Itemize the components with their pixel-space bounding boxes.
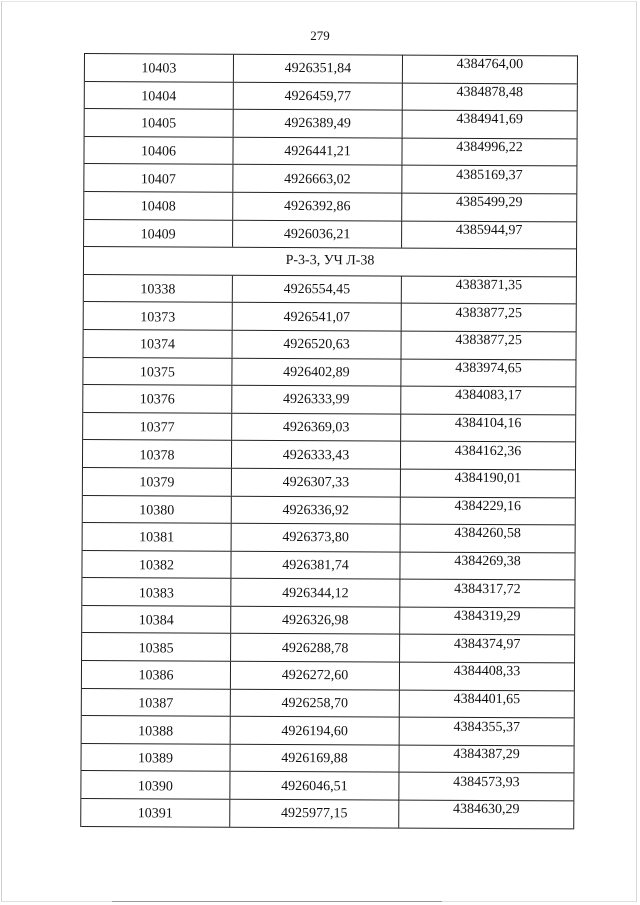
cell-text: 4926520,63 [283,337,350,353]
point-number-cell [85,109,234,136]
x-coordinate-cell [234,110,403,137]
section-header-row [84,247,576,277]
point-number-cell [81,799,230,826]
cell-text: 10403 [141,61,177,77]
cell-text: 10385 [138,641,174,657]
cell-text: 10378 [139,447,175,464]
y-coordinate-cell [401,414,575,441]
cell-text: 4384229,16 [454,498,522,514]
table-row [81,744,573,774]
point-number-cell [84,164,233,191]
cell-text: 10409 [140,227,176,243]
cell-text: 4926307,33 [282,475,350,491]
cell-text: 10381 [139,530,175,546]
table-row [81,799,573,829]
x-coordinate-cell [230,745,399,772]
cell-text: 10389 [138,751,174,767]
cell-text: 4384319,29 [453,608,521,625]
cell-text: 4926169,88 [281,751,348,767]
y-coordinate-cell [401,442,575,469]
cell-text: 4926036,21 [283,226,351,243]
table-row [85,82,577,112]
table-row [84,220,576,250]
cell-text: 4926402,89 [283,364,350,381]
y-coordinate-cell [402,221,576,248]
cell-text: 4926272,60 [281,668,349,684]
cell-text: 4384162,36 [454,443,522,459]
y-coordinate-cell [400,718,574,745]
cell-text: 4926333,99 [283,392,350,408]
x-coordinate-cell [233,165,402,192]
x-coordinate-cell [232,358,401,385]
point-number-cell [82,661,231,688]
cell-text: 10388 [138,723,174,739]
cell-text: 4926326,98 [281,613,349,629]
cell-text: 4384996,22 [456,139,523,156]
y-coordinate-cell [402,166,576,193]
point-number-cell [83,440,232,467]
table-row [82,633,574,663]
y-coordinate-cell [402,138,576,165]
coordinates-table [80,53,578,829]
x-coordinate-cell [232,413,401,440]
x-coordinate-cell [230,800,399,827]
x-coordinate-cell [231,607,400,634]
cell-text: 10382 [138,558,175,574]
x-coordinate-cell [231,662,400,689]
cell-text: 10407 [140,171,176,188]
x-coordinate-cell [234,55,403,82]
cell-text: 4384941,69 [456,112,523,128]
point-number-cell [83,495,232,522]
y-coordinate-cell [401,525,575,552]
table-row [82,578,574,608]
point-number-cell [82,578,231,605]
point-number-cell [83,385,232,412]
point-number-cell [83,413,232,440]
cell-text: 10377 [139,420,175,436]
point-number-cell [83,468,232,495]
y-coordinate-cell [403,83,577,110]
table-row [83,413,575,443]
x-coordinate-cell [233,220,402,247]
table-row [83,358,575,388]
cell-text: 4926663,02 [284,171,351,187]
table-row [84,192,576,222]
cell-text: 4926441,21 [284,144,351,160]
cell-text: 10387 [138,696,174,712]
cell-text: 4384764,00 [456,57,524,73]
cell-text: 4926046,51 [281,778,348,795]
cell-text: 4926554,45 [283,282,351,298]
point-number-cell [84,220,233,247]
x-coordinate-cell [233,138,402,165]
table-row [82,689,574,719]
x-coordinate-cell [234,82,403,109]
table-row [82,551,574,581]
y-coordinate-cell [400,580,574,607]
cell-text: 10404 [141,89,177,105]
cell-text: 10376 [139,392,175,408]
cell-text: 4385944,97 [455,222,523,239]
cell-text: 4926541,07 [283,309,350,325]
x-coordinate-cell [233,275,402,302]
point-number-cell [84,302,233,329]
table-row [83,468,575,498]
point-number-cell [82,633,231,660]
cell-text: 4926459,77 [284,88,352,105]
cell-text: 4926351,84 [284,61,352,77]
y-coordinate-cell [401,387,575,414]
point-number-cell [83,358,232,385]
y-coordinate-cell [399,745,573,772]
cell-text: 4926369,03 [282,419,350,436]
cell-text: 4926389,49 [284,116,351,132]
x-coordinate-cell [232,496,401,523]
x-coordinate-cell [231,579,400,606]
cell-text: 10406 [140,144,177,160]
y-coordinate-cell [403,111,577,138]
y-coordinate-cell [400,607,574,634]
y-coordinate-cell [401,359,575,386]
x-coordinate-cell [232,441,401,468]
cell-text: 10383 [138,585,174,602]
x-coordinate-cell [231,551,400,578]
point-number-cell [85,54,234,81]
y-coordinate-cell [402,194,576,221]
cell-text: 10379 [139,475,175,491]
cell-text: 10373 [140,309,176,326]
x-coordinate-cell [231,634,400,661]
cell-text: 4926336,92 [282,502,350,519]
point-number-cell [84,275,233,302]
bottom-rule [112,901,442,902]
table-row [83,523,575,553]
cell-text: 4384190,01 [454,471,522,487]
cell-text: 10338 [140,282,176,298]
table-row [83,495,575,525]
x-coordinate-cell [231,689,400,716]
x-coordinate-cell [233,303,402,330]
x-coordinate-cell [232,386,401,413]
point-number-cell [81,771,230,798]
page-number: 279 [310,28,330,43]
cell-text: 4926373,80 [282,530,349,546]
table-row [83,440,575,470]
x-coordinate-cell [233,193,402,220]
cell-text: 4384083,17 [455,388,522,404]
section-header-cell [84,247,576,276]
cell-text: 4384260,58 [454,526,521,542]
x-coordinate-cell [230,772,399,799]
cell-text: 4383974,65 [455,360,522,376]
y-coordinate-cell [402,276,576,303]
cell-text: 4384387,29 [453,746,520,763]
table-row [84,275,576,305]
table-row [82,661,574,691]
x-coordinate-cell [233,331,402,358]
table-row [84,137,576,167]
point-number-cell [83,523,232,550]
point-number-cell [85,82,234,109]
y-coordinate-cell [400,635,574,662]
cell-text: 10405 [141,116,177,132]
y-coordinate-cell [400,552,574,579]
cell-text: 4384878,48 [456,84,524,101]
cell-text: 4384374,97 [453,636,521,652]
cell-text: 4383871,35 [455,277,523,294]
x-coordinate-cell [231,717,400,744]
cell-text: 4385499,29 [455,195,523,211]
cell-text: 4926381,74 [282,557,349,574]
table-row [82,606,574,636]
table-row [85,54,577,84]
cell-text: 4926344,12 [282,585,349,601]
cell-text: 4384317,72 [454,581,521,597]
cell-text: 4926194,60 [281,723,348,739]
point-number-cell [82,606,231,633]
table-row [85,109,577,139]
cell-text: 10408 [140,199,176,215]
cell-text: 10384 [138,613,174,629]
cell-text: 4926333,43 [282,447,350,463]
x-coordinate-cell [232,524,401,551]
point-number-cell [81,744,230,771]
y-coordinate-cell [400,663,574,690]
cell-text: 4925977,15 [280,806,348,822]
cell-text: 4383877,25 [455,333,522,349]
section-label: Р-3-3, УЧ Л-38 [285,253,375,269]
cell-text: 4384401,65 [453,691,521,708]
cell-text: 10390 [137,779,173,795]
cell-text: 4926258,70 [281,695,349,712]
cell-text: 4383877,25 [455,305,523,321]
table-row [81,771,573,801]
cell-text: 4384104,16 [454,415,522,432]
point-number-cell [82,689,231,716]
table-row [83,385,575,415]
point-number-cell [84,137,233,164]
cell-text: 4384573,93 [453,774,520,790]
table-row [84,302,576,332]
cell-text: 10375 [139,365,175,381]
cell-text: 10386 [138,668,174,684]
table-row [84,164,576,194]
y-coordinate-cell [401,469,575,496]
point-number-cell [82,716,231,743]
y-coordinate-cell [400,690,574,717]
cell-text: 4385169,37 [456,167,523,183]
cell-text: 4926288,78 [281,640,349,657]
cell-text: 10391 [137,806,173,822]
cell-text: 10380 [139,503,175,519]
y-coordinate-cell [402,304,576,331]
point-number-cell [84,192,233,219]
point-number-cell [82,551,231,578]
cell-text: 4384355,37 [453,719,520,735]
y-coordinate-cell [402,331,576,358]
cell-text: 4384630,29 [453,802,520,818]
cell-text: 4384408,33 [453,664,521,680]
cell-text: 4926392,86 [283,199,351,215]
table-row [82,716,574,746]
table-row [84,330,576,360]
point-number-cell [84,330,233,357]
y-coordinate-cell [401,497,575,524]
y-coordinate-cell [399,801,573,828]
y-coordinate-cell [403,56,577,83]
x-coordinate-cell [232,469,401,496]
y-coordinate-cell [399,773,573,800]
cell-text: 10374 [140,337,176,353]
cell-text: 4384269,38 [454,553,521,570]
